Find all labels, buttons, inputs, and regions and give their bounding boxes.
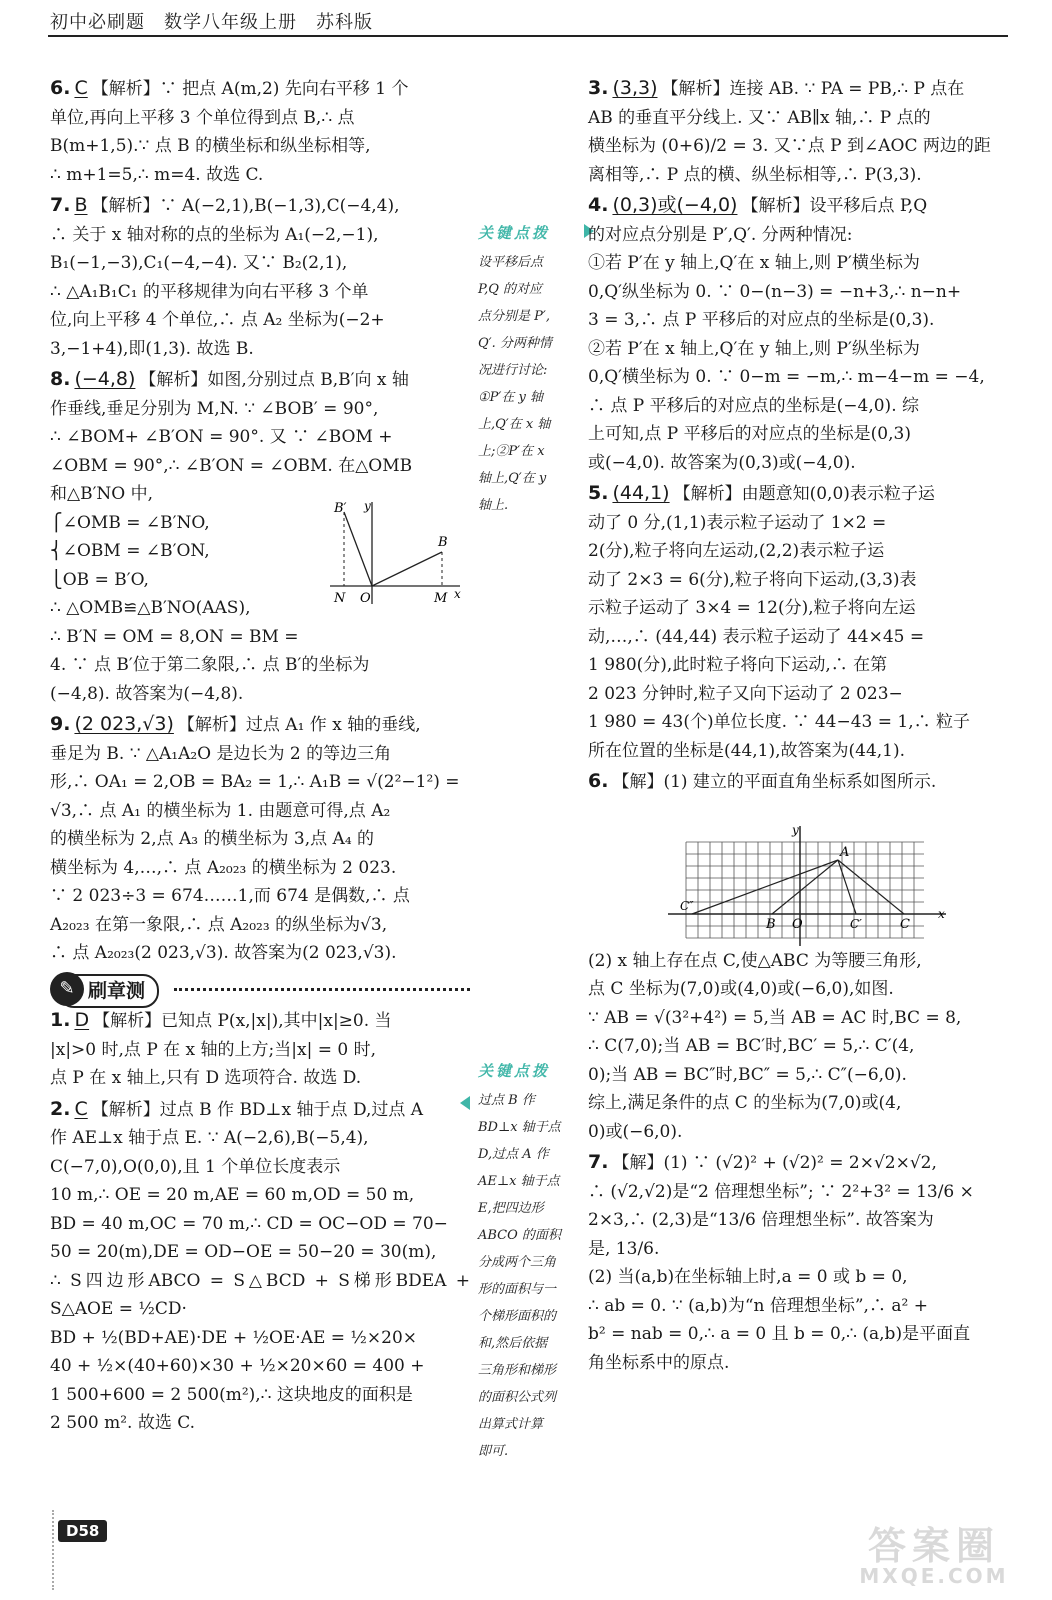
- problem-answer: C: [74, 77, 88, 99]
- problem-answer: (3,3): [612, 77, 658, 99]
- section-title: 刷章测: [58, 974, 159, 1008]
- problem-line: 角坐标系中的原点.: [588, 1352, 730, 1373]
- problem-line: 1 500+600 = 2 500(m²),∴ 这块地皮的面积是: [50, 1384, 413, 1405]
- problem-block: [588, 479, 1002, 765]
- problem-line: AB 的垂直平分线上. 又∵ AB∥x 轴,∴ P 点的: [588, 107, 931, 128]
- section-dotted-rule: [174, 988, 470, 991]
- problem-line: 2×3,∴ (2,3)是“13/6 倍理想坐标”. 故答案为: [588, 1210, 934, 1230]
- label-x: x: [454, 587, 461, 601]
- side-note-line: 设平移后点: [478, 255, 544, 270]
- section-header: [50, 972, 470, 1008]
- problem-line: ∴ ∠BOM+ ∠B′ON = 90°. 又 ∵ ∠BOM +: [50, 427, 393, 447]
- problem-line: [50, 1006, 470, 1036]
- problem-line: [588, 74, 1002, 104]
- side-note-line: 的面积公式列: [478, 1390, 557, 1405]
- problem-line: 作垂线,垂足分别为 M,N. ∵ ∠BOB′ = 90°,: [50, 398, 379, 419]
- problem-line: ∴ ab = 0. ∵ (a,b)为“n 倍理想坐标”,∴ a² +: [588, 1295, 928, 1316]
- problem-line: 是, 13/6.: [588, 1238, 660, 1259]
- problem-line: 的横坐标为 2,点 A₃ 的横坐标为 3,点 A₄ 的: [50, 829, 375, 849]
- problem-line: 40 + ½×(40+60)×30 + ½×20×60 = 400 +: [50, 1356, 425, 1376]
- segment-c2-a: [692, 860, 838, 914]
- problem-line: C(−7,0),O(0,0),且 1 个单位长度表示: [50, 1156, 341, 1177]
- side-note-line: E,把四边形: [478, 1201, 544, 1216]
- side-note-line: 即可.: [478, 1444, 509, 1459]
- problem-block: [50, 74, 470, 189]
- segment-ob-prime: [344, 512, 372, 586]
- problem-line: ∴ m+1=5,∴ m=4. 故选 C.: [50, 164, 264, 185]
- side-note-line: 过点 B 作: [478, 1093, 535, 1108]
- problem-line: b² = nab = 0,∴ a = 0 且 b = 0,∴ (a,b)是平面直: [588, 1324, 971, 1344]
- side-note-line: 轴上.: [478, 498, 509, 513]
- problem-line: B₁(−1,−3),C₁(−4,−4). 又∵ B₂(2,1),: [50, 253, 348, 273]
- problem-number: 4.: [588, 194, 609, 216]
- segment-ob: [372, 552, 442, 586]
- problem-line: (−4,8). 故答案为(−4,8).: [50, 683, 244, 704]
- problem-line: 动了 0 分,(1,1)表示粒子运动了 1×2 =: [588, 512, 887, 533]
- label-c: C: [900, 917, 910, 932]
- problem-text: 【解析】设平移后点 P,Q: [741, 196, 928, 216]
- problem-text: 【解析】由题意知(0,0)表示粒子运: [673, 484, 935, 504]
- problem-line: 2(分),粒子将向左运动,(2,2)表示粒子运: [588, 541, 885, 561]
- problem-line: ②若 P′在 x 轴上,Q′在 y 轴上,则 P′纵坐标为: [588, 338, 920, 359]
- problem-text: 【解析】∵ 把点 A(m,2) 先向右平移 1 个: [91, 79, 409, 99]
- problem-line: 的对应点分别是 P′,Q′. 分两种情况:: [588, 224, 853, 245]
- page-header: 初中必刷题 数学八年级上册 苏科版: [50, 12, 373, 33]
- problem-line: B(m+1,5).∵ 点 B 的横坐标和纵坐标相等,: [50, 136, 371, 156]
- side-note-line: 上;②P′在 x: [478, 444, 545, 459]
- problem-line: 所在位置的坐标是(44,1),故答案为(44,1).: [588, 740, 906, 761]
- side-note-line: 三角形和梯形: [478, 1363, 557, 1378]
- page-number: D58: [58, 1520, 107, 1542]
- problem-line: ∠OBM = 90°,∴ ∠B′ON = ∠OBM. 在△OMB: [50, 455, 413, 476]
- problem-block: [588, 947, 1002, 1147]
- problem-text: 【解析】连接 AB. ∵ PA = PB,∴ P 点在: [661, 79, 965, 99]
- label-b: B: [766, 917, 776, 932]
- problem-number: 6.: [588, 770, 609, 792]
- problem-line: 10 m,∴ OE = 20 m,AE = 60 m,OD = 50 m,: [50, 1185, 415, 1205]
- problem-line: √3,∴ 点 A₁ 的横坐标为 1. 由题意可得,点 A₂: [50, 800, 391, 821]
- problem-line: 横坐标为 (0+6)/2 = 3. 又∵点 P 到∠AOC 两边的距: [588, 136, 991, 156]
- problem-block: [588, 191, 1002, 477]
- problem-answer: D: [74, 1009, 90, 1031]
- side-note-title: 关键点拨: [478, 224, 551, 242]
- problem-line: ∴ △A₁B₁C₁ 的平移规律为向右平移 3 个单: [50, 281, 369, 302]
- problem-line: 2 500 m². 故选 C.: [50, 1413, 196, 1433]
- grid-lines: [686, 842, 924, 938]
- side-note-line: BD⊥x 轴于点: [478, 1120, 561, 1135]
- problem-number: 5.: [588, 482, 609, 504]
- problem-line: 上可知,点 P 平移后的对应点的坐标是(0,3): [588, 424, 911, 444]
- side-note-line: Q′. 分两种情: [478, 336, 552, 351]
- watermark-url: MXQE.COM: [859, 1564, 1009, 1588]
- problem-line: ∴ △OMB≌△B′NO(AAS),: [50, 598, 251, 618]
- problem-answer: (2 023,√3): [74, 713, 174, 735]
- problem-line: 0);当 AB = BC″时,BC″ = 5,∴ C″(−6,0).: [588, 1064, 907, 1085]
- problem-answer: B: [74, 194, 88, 216]
- problem-text: 【解析】过点 B 作 BD⊥x 轴于点 D,过点 A: [91, 1099, 424, 1120]
- figure-problem-8: [330, 498, 470, 608]
- label-b-prime: B′: [334, 501, 347, 516]
- problem-text: 【解】(1) ∵ (√2)² + (√2)² = 2×√2×√2,: [612, 1153, 937, 1173]
- side-note-body: [478, 1087, 582, 1465]
- label-n: N: [334, 591, 346, 606]
- problem-line: 3,−1+4),即(1,3). 故选 B.: [50, 338, 254, 359]
- problem-line: 1 980(分),此时粒子将向下运动,∴ 在第: [588, 655, 888, 675]
- problem-line: [50, 365, 470, 395]
- problem-line: 离相等,∴ P 点的横、纵坐标相等,∴ P(3,3).: [588, 164, 922, 185]
- problem-line: 单位,再向上平移 3 个单位得到点 B,∴ 点: [50, 107, 355, 128]
- label-a: A: [840, 845, 850, 860]
- segment-a-c: [838, 860, 904, 914]
- side-note-problem-2: [478, 1060, 582, 1465]
- problem-line: 位,向上平移 4 个单位,∴ 点 A₂ 坐标为(−2+: [50, 310, 385, 330]
- problem-block: [588, 767, 1002, 797]
- problem-line: [50, 1095, 470, 1125]
- label-c-prime: C′: [850, 917, 862, 931]
- problem-line: [588, 191, 1002, 221]
- label-o: O: [360, 591, 371, 606]
- label-b: B: [438, 535, 448, 550]
- problem-line: 动,…,∴ (44,44) 表示粒子运动了 44×45 =: [588, 626, 925, 647]
- problem-line: 0,Q′纵坐标为 0. ∵ 0−(n−3) = −n+3,∴ n−n+: [588, 281, 962, 302]
- problem-block: [588, 1148, 1002, 1377]
- problem-line: [588, 1148, 1002, 1178]
- problem-line: ⎧∠OMB = ∠B′NO,: [50, 512, 210, 533]
- side-note-line: 形的面积与一: [478, 1282, 557, 1297]
- left-column-chapter-test: [50, 1006, 476, 1440]
- problem-line: BD = 40 m,OC = 70 m,∴ CD = OC−OD = 70−: [50, 1213, 448, 1234]
- problem-line: ⎨∠OBM = ∠B′ON,: [50, 541, 210, 561]
- problem-line: 综上,满足条件的点 C 的坐标为(7,0)或(4,: [588, 1093, 902, 1113]
- side-note-line: ①P′在 y 轴: [478, 390, 543, 405]
- problem-line: 点 P 在 x 轴上,只有 D 选项符合. 故选 D.: [50, 1068, 362, 1088]
- label-o: O: [792, 917, 803, 932]
- label-y: y: [792, 823, 799, 837]
- problem-number: 8.: [50, 368, 71, 390]
- problem-line: |x|>0 时,点 P 在 x 轴的上方;当|x| = 0 时,: [50, 1039, 376, 1060]
- problem-line: ∴ C(7,0);当 AB = BC′时,BC′ = 5,∴ C′(4,: [588, 1036, 915, 1056]
- watermark-text: 答案圈: [867, 1524, 1000, 1568]
- problem-line: 形,∴ OA₁ = 2,OB = BA₂ = 1,∴ A₁B = √(2²−1²) =: [50, 772, 460, 792]
- side-note-line: P,Q 的对应: [478, 282, 543, 297]
- problem-line: (2) 当(a,b)在坐标轴上时,a = 0 或 b = 0,: [588, 1267, 908, 1287]
- problem-line: 垂足为 B. ∵ △A₁A₂O 是边长为 2 的等边三角: [50, 743, 392, 764]
- problem-number: 6.: [50, 77, 71, 99]
- side-note-line: ABCO 的面积: [478, 1228, 561, 1243]
- problem-line: 0,Q′横坐标为 0. ∵ 0−m = −m,∴ m−4−m = −4,: [588, 367, 985, 387]
- label-m: M: [434, 591, 448, 606]
- problem-text: 【解析】已知点 P(x,|x|),其中|x|≥0. 当: [93, 1011, 392, 1031]
- problem-line: A₂₀₂₃ 在第一象限,∴ 点 A₂₀₂₃ 的纵坐标为√3,: [50, 914, 388, 935]
- problem-line: BD + ½(BD+AE)·DE + ½OE·AE = ½×20×: [50, 1327, 418, 1348]
- problem-line: ∴ B′N = OM = 8,ON = BM =: [50, 626, 299, 647]
- problem-line: ∴ 点 A₂₀₂₃(2 023,√3). 故答案为(2 023,√3).: [50, 943, 397, 963]
- problem-line: ∴ S四边形ABCO = S△BCD + S梯形BDEA + S△AOE = ½CD·: [50, 1270, 476, 1319]
- problem-line: 横坐标为 4,…,∴ 点 A₂₀₂₃ 的横坐标为 2 023.: [50, 857, 397, 878]
- problem-text: 【解】(1) 建立的平面直角坐标系如图所示.: [612, 772, 937, 792]
- problem-answer: (44,1): [612, 482, 670, 504]
- problem-block: [50, 191, 470, 363]
- problem-line: ∵ 2 023÷3 = 674……1,而 674 是偶数,∴ 点: [50, 886, 410, 906]
- problem-text: 【解析】过点 A₁ 作 x 轴的垂线,: [177, 715, 421, 735]
- problem-line: 和△B′NO 中,: [50, 484, 154, 504]
- arrow-left-icon: [460, 1096, 470, 1110]
- problem-answer: C: [74, 1097, 88, 1120]
- problem-line: ∴ 关于 x 轴对称的点的坐标为 A₁(−2,−1),: [50, 224, 379, 245]
- side-note-line: 上,Q′在 x 轴: [478, 417, 551, 432]
- problem-number: 1.: [50, 1009, 71, 1031]
- problem-line: 2 023 分钟时,粒子又向下运动了 2 023−: [588, 683, 903, 704]
- problem-line: 或(−4,0). 故答案为(0,3)或(−4,0).: [588, 452, 856, 473]
- problem-block: [50, 1006, 470, 1093]
- problem-line: 0)或(−6,0).: [588, 1121, 683, 1142]
- problem-line: [588, 947, 1002, 976]
- problem-number: 7.: [50, 194, 71, 216]
- problem-line: ∴ 点 P 平移后的对应点的坐标是(−4,0). 综: [588, 395, 920, 416]
- problem-number: 9.: [50, 713, 71, 735]
- problem-line: 作 AE⊥x 轴于点 E. ∵ A(−2,6),B(−5,4),: [50, 1128, 369, 1148]
- pencil-icon: ✎: [50, 972, 84, 1006]
- label-x: x: [938, 907, 945, 921]
- side-note-line: AE⊥x 轴于点: [478, 1174, 560, 1189]
- label-c-double-prime: C″: [680, 899, 694, 913]
- watermark-logo: [846, 1526, 1022, 1588]
- side-note-title: 关键点拨: [478, 1062, 551, 1080]
- problem-block: [588, 74, 1002, 189]
- problem-line: 动了 2×3 = 6(分),粒子将向下运动,(3,3)表: [588, 569, 917, 590]
- right-column: [588, 74, 1002, 1379]
- side-note-line: 分成两个三角: [478, 1255, 557, 1270]
- problem-line: 3 = 3,∴ 点 P 平移后的对应点的坐标是(0,3).: [588, 310, 935, 330]
- problem-line: [50, 191, 470, 221]
- problem-line: [50, 74, 470, 104]
- problem-line: 1 980 = 43(个)单位长度. ∵ 44−43 = 1,∴ 粒子: [588, 712, 971, 732]
- problem-line: 50 = 20(m),DE = OD−OE = 50−20 = 30(m),: [50, 1242, 437, 1262]
- side-note-line: 和,然后依据: [478, 1336, 548, 1351]
- problem-line: ∵ AB = √(3²+4²) = 5,当 AB = AC 时,BC = 8,: [588, 1007, 962, 1028]
- problem-answer: (−4,8): [74, 368, 136, 390]
- side-note-line: 个梯形面积的: [478, 1309, 557, 1324]
- side-note-body: [478, 249, 582, 519]
- side-note-line: 况进行讨论:: [478, 363, 548, 378]
- problem-text: 【解析】∵ A(−2,1),B(−1,3),C(−4,4),: [91, 196, 400, 216]
- problem-line: ①若 P′在 y 轴上,Q′在 x 轴上,则 P′横坐标为: [588, 253, 920, 273]
- problem-line: 点 C 坐标为(7,0)或(4,0)或(−6,0),如图.: [588, 979, 894, 999]
- problem-line: [50, 710, 470, 740]
- problem-number: 7.: [588, 1151, 609, 1173]
- side-note-line: 点分别是 P′,: [478, 309, 550, 324]
- problem-line: [588, 479, 1002, 509]
- figure-problem-6-grid: [668, 822, 954, 946]
- label-y: y: [364, 499, 371, 513]
- problem-block: [50, 1095, 476, 1438]
- problem-line: ⎩OB = B′O,: [50, 569, 149, 590]
- side-note-line: 轴上,Q′在 y: [478, 471, 547, 486]
- problem-answer: (0,3)或(−4,0): [612, 194, 738, 216]
- problem-block: [50, 710, 470, 968]
- problem-text: 【解析】如图,分别过点 B,B′向 x 轴: [139, 370, 409, 390]
- problem-number: 3.: [588, 77, 609, 99]
- side-note-problem-4: [478, 222, 582, 519]
- side-note-line: D,过点 A 作: [478, 1147, 549, 1162]
- problem-line: ∴ (√2,√2)是“2 倍理想坐标”; ∵ 2²+3² = 13/6 ×: [588, 1181, 974, 1202]
- problem-text: (2) x 轴上存在点 C,使△ABC 为等腰三角形,: [588, 950, 922, 971]
- side-note-line: 出算式计算: [478, 1417, 544, 1432]
- problem-line: 4. ∵ 点 B′位于第二象限,∴ 点 B′的坐标为: [50, 655, 370, 675]
- footer-dotted-rule: [52, 1510, 54, 1590]
- header-rule: [48, 35, 1008, 37]
- problem-line: [588, 767, 1002, 797]
- problem-line: 示粒子运动了 3×4 = 12(分),粒子将向左运: [588, 598, 916, 618]
- problem-number: 2.: [50, 1097, 71, 1120]
